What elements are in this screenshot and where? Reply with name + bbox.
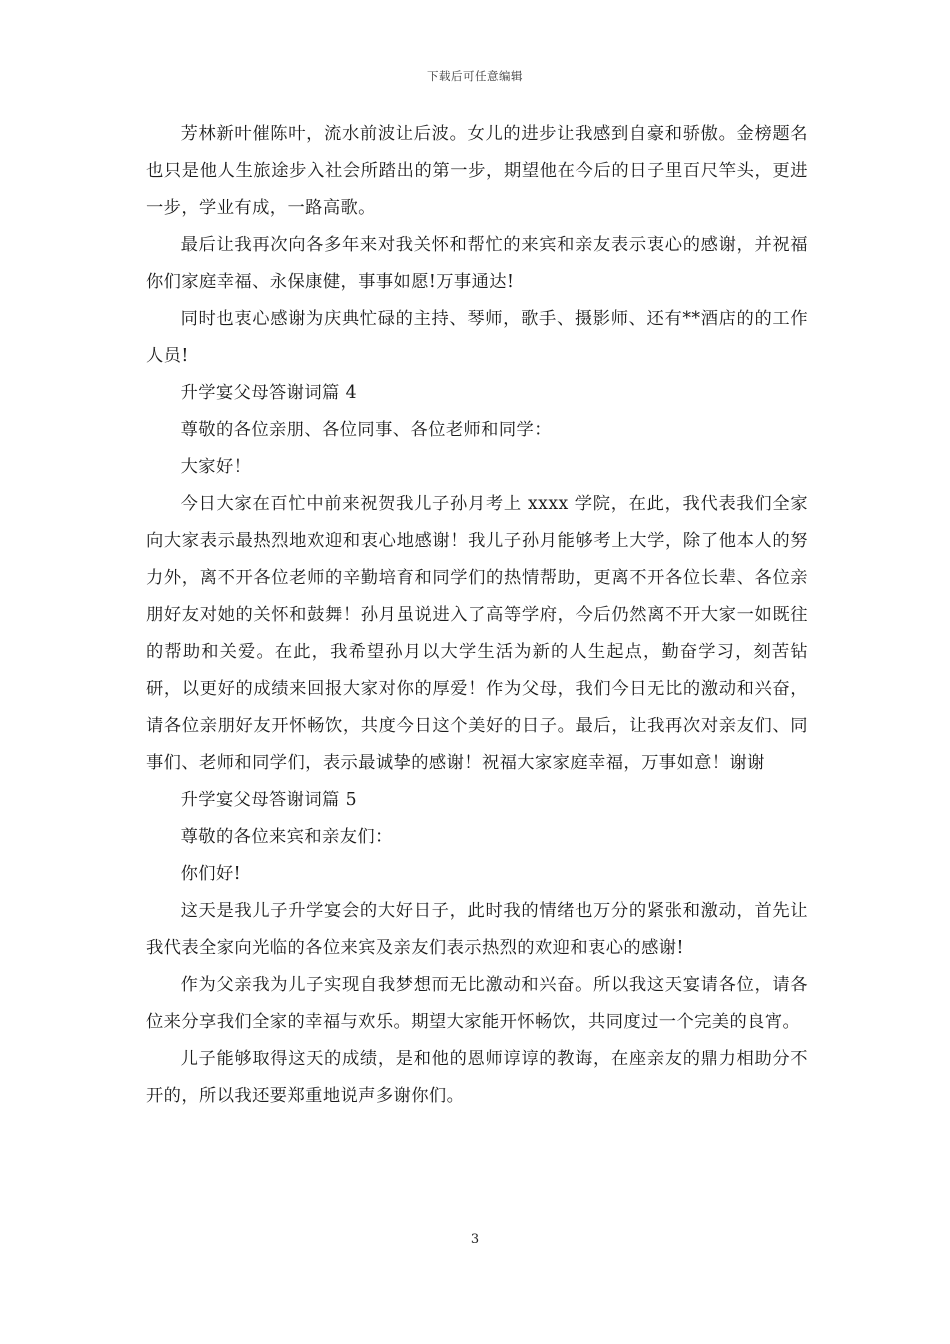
greeting: 你们好! <box>180 864 241 884</box>
section-heading: 升学宴父母答谢词篇 5 <box>180 790 358 810</box>
paragraph: 这天是我儿子升学宴会的大好日子，此时我的情绪也万分的紧张和激动，首先让我代表全家向光临的各位来宾及亲友们表示热烈的欢迎和衷心的感谢! <box>146 901 808 958</box>
greeting: 大家好！ <box>180 457 252 477</box>
paragraph: 同时也衷心感谢为庆典忙碌的主持、琴师，歌手、摄影师、还有**酒店的的工作人员! <box>146 309 808 366</box>
page-number: 3 <box>470 1232 480 1247</box>
paragraph: 最后让我再次向各多年来对我关怀和帮忙的来宾和亲友表示衷心的感谢，并祝福你们家庭幸福、永保康健，事事如愿!万事通达! <box>146 235 808 292</box>
paragraph: 芳林新叶催陈叶，流水前波让后波。女儿的进步让我感到自豪和骄傲。金榜题名也只是他人生旅途步入社会所踏出的第一步，期望他在今后的日子里百尺竿头，更进一步，学业有成，一路高歌。 <box>146 124 808 218</box>
document-body <box>146 116 808 1115</box>
salutation: 尊敬的各位亲朋、各位同事、各位老师和同学： <box>180 420 552 440</box>
paragraph: 今日大家在百忙中前来祝贺我儿子孙月考上 xxxx 学院，在此，我代表我们全家向大家表示最热烈地欢迎和衷心地感谢！我儿子孙月能够考上大学，除了他本人的努力外，离不开各位老师的辛勤培育和同学们的热情帮助，更离不开各位长辈、各位亲朋好友对她的关怀和鼓舞！孙月虽说进入了高等学府，今后仍然离不开大家一如既往的帮助和关爱。在此，我希望孙月以大学生活为新的人生起点，勤奋学习，刻苦钻研，以更好的成绩来回报大家对你的厚爱！作为父母，我们今日无比的激动和兴奋，请各位亲朋好友开怀畅饮，共度今日这个美好的日子。最后，让我再次对亲友们、同事们、老师和同学们，表示最诚挚的感谢！祝福大家家庭幸福，万事如意！谢谢 <box>146 494 808 773</box>
salutation: 尊敬的各位来宾和亲友们： <box>180 827 393 847</box>
paragraph: 作为父亲我为儿子实现自我梦想而无比激动和兴奋。所以我这天宴请各位，请各位来分享我们全家的幸福与欢乐。期望大家能开怀畅饮，共同度过一个完美的良宵。 <box>146 975 808 1032</box>
section-heading: 升学宴父母答谢词篇 4 <box>180 383 358 403</box>
page-header: 下载后可任意编辑 <box>427 69 523 83</box>
paragraph: 儿子能够取得这天的成绩，是和他的恩师谆谆的教诲，在座亲友的鼎力相助分不开的，所以我还要郑重地说声多谢你们。 <box>146 1049 808 1106</box>
